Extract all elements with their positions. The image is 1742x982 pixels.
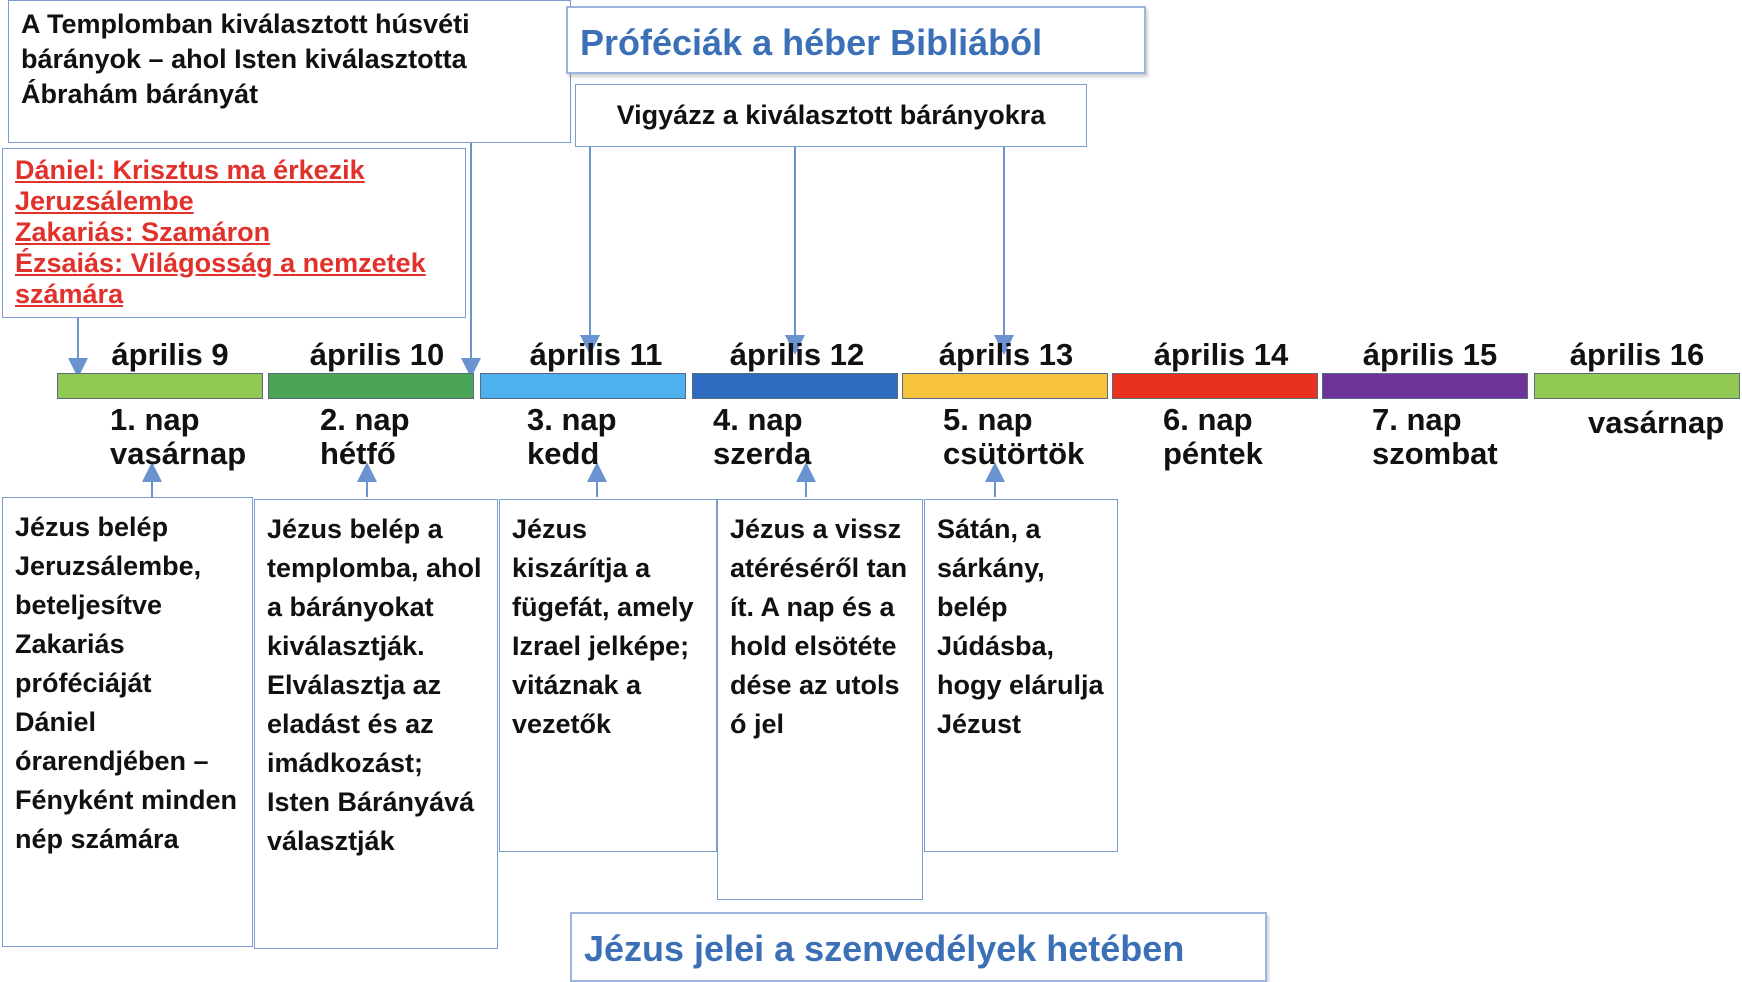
watch-lambs-callout (575, 84, 1087, 147)
lambs-temple-callout (8, 0, 571, 143)
prophecy-daniel: Dániel: Krisztus ma érkezik Jeruzsálembe (15, 155, 365, 216)
bar-day5 (902, 373, 1108, 399)
date-apr16: április 16 (1569, 337, 1705, 372)
signs-title-text: Jézus jelei a szenvedélyek hetében (584, 928, 1185, 969)
day-label-5: 5. nap csütörtök (943, 402, 1085, 471)
event-box-day2 (254, 499, 498, 949)
date-apr15: április 15 (1362, 337, 1498, 372)
date-apr11: április 11 (529, 337, 663, 372)
day-label-6: 6. nap péntek (1163, 402, 1263, 471)
bar-day4 (692, 373, 898, 399)
prophecy-isaiah: Ézsaiás: Világosság a nemzetek számára (15, 248, 426, 309)
day-label-2: 2. nap hétfő (320, 402, 410, 471)
date-apr12: április 12 (729, 337, 865, 372)
bar-day6 (1112, 373, 1318, 399)
prophecies-title-text: Próféciák a héber Bibliából (580, 22, 1043, 63)
date-apr13: április 13 (938, 337, 1074, 372)
bar-day3 (480, 373, 686, 399)
prophecies-title (566, 6, 1146, 74)
date-apr9: április 9 (111, 337, 229, 372)
date-apr10: április 10 (309, 337, 445, 372)
day-label-1: 1. nap vasárnap (110, 402, 247, 471)
event-box-day5 (924, 499, 1118, 852)
watch-lambs-text: Vigyázz a kiválasztott bárányokra (616, 100, 1046, 130)
bar-day2 (268, 373, 474, 399)
event-text-day3: Jézus kiszárítja a fügefát, amely Izrael jelképe; vitáznak a vezetők (512, 514, 694, 739)
day-label-4: 4. nap szerda (713, 402, 812, 471)
lambs-temple-text: A Templomban kiválasztott húsvéti bárányok – ahol Isten kiválasztotta Ábrahám bárányát (21, 9, 470, 109)
bar-day8 (1534, 373, 1740, 399)
day-label-3: 3. nap kedd (527, 402, 617, 471)
event-text-day1: Jézus belép Jeruzsálembe, beteljesítve Zakariás próféciáját Dániel órarendjében – Fényként minden nép számára (15, 512, 238, 854)
event-box-day1 (2, 497, 253, 947)
event-text-day4: Jézus a visszatéréséről tanít. A nap és a hold elsötétedése az utolsó jel (730, 514, 908, 739)
day-label-7: 7. nap szombat (1372, 402, 1498, 471)
day-label-8: vasárnap (1588, 405, 1725, 440)
prophecies-callout (2, 148, 466, 318)
prophecy-zechariah: Zakariás: Szamáron (15, 217, 271, 247)
date-apr14: április 14 (1153, 337, 1289, 372)
bar-day1 (57, 373, 263, 399)
event-box-day4 (717, 499, 923, 900)
event-box-day3 (499, 499, 717, 852)
event-text-day5: Sátán, a sárkány, belép Júdásba, hogy elárulja Jézust (937, 514, 1104, 739)
bar-day7 (1322, 373, 1528, 399)
event-text-day2: Jézus belép a templomba, ahol a bárányokat kiválasztják. Elválasztja az eladást és az imádkozást; Isten Bárányává választják (267, 514, 482, 856)
